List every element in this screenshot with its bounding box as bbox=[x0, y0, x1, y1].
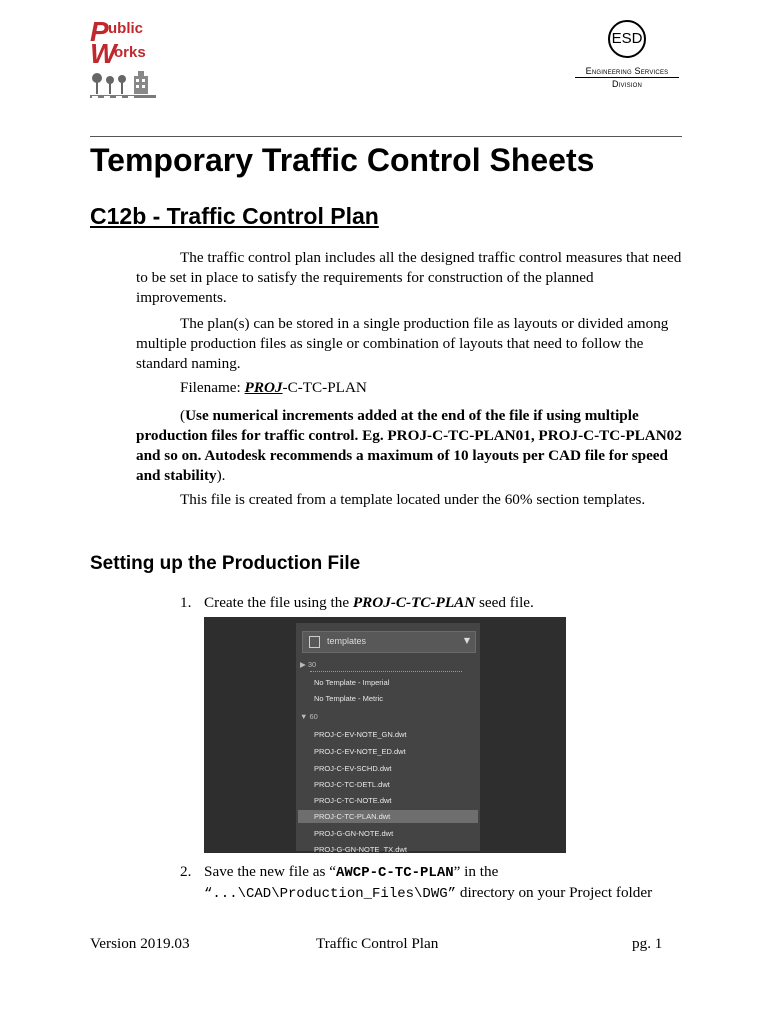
footer-page-number: pg. 1 bbox=[632, 935, 663, 952]
template-item[interactable]: PROJ-C-EV-SCHD.dwt bbox=[314, 764, 392, 773]
esd-division-word: Division bbox=[611, 79, 643, 89]
template-item[interactable]: PROJ-C-EV-NOTE_ED.dwt bbox=[314, 747, 406, 756]
group-divider bbox=[310, 671, 462, 672]
document-title: Temporary Traffic Control Sheets bbox=[90, 142, 595, 178]
filename-label: Filename: bbox=[180, 379, 245, 396]
paragraph-template bbox=[136, 490, 682, 510]
folder-icon bbox=[309, 636, 320, 648]
step-2-number: 2. bbox=[180, 863, 192, 880]
paragraph-intro-text: The traffic control plan includes all the designed traffic control measures that need to be set in place to satisfy the requirements for construction of the planned improvements. bbox=[136, 249, 682, 306]
template-item[interactable]: No Template - Metric bbox=[314, 694, 384, 703]
footer-version: Version 2019.03 bbox=[90, 935, 190, 952]
template-panel-screenshot bbox=[204, 617, 566, 853]
logo-word-ublic: ublic bbox=[108, 20, 144, 37]
paragraph-intro bbox=[136, 248, 682, 308]
templates-dropdown-value: templates bbox=[327, 636, 367, 646]
filename-proj: PROJ bbox=[244, 379, 283, 396]
esd-mark: ESD bbox=[608, 20, 646, 58]
logo-letter-w: W bbox=[90, 38, 117, 69]
template-panel bbox=[296, 623, 480, 854]
template-item[interactable]: PROJ-C-TC-NOTE.dwt bbox=[314, 796, 392, 805]
step-2-file-name: AWCP-C-TC-PLAN bbox=[336, 865, 454, 881]
note-bold-text: Use numerical increments added at the end of the file if using multiple production files for traffic control. Eg. PROJ-C-TC-PLAN01, PROJ-C-TC-PLAN02 and so on. Autodesk recommends a maximum of 10 layouts per CAD file for speed and stability bbox=[136, 407, 682, 484]
template-item-selected[interactable]: PROJ-C-TC-PLAN.dwt bbox=[314, 812, 391, 821]
template-item[interactable]: No Template - Imperial bbox=[314, 678, 390, 687]
step-2-post: directory on your Project folder bbox=[456, 884, 653, 901]
filename-suffix: -C-TC-PLAN bbox=[282, 379, 367, 396]
paragraph-storage bbox=[136, 314, 682, 374]
step-2-mid: ” in the bbox=[453, 863, 499, 880]
step-2-pre: Save the new file as “ bbox=[204, 863, 336, 880]
paragraph-increments-note bbox=[136, 406, 682, 486]
footer-title: Traffic Control Plan bbox=[316, 935, 439, 952]
esd-logo bbox=[572, 20, 682, 90]
step-2-path: “...\CAD\Production_Files\DWG” bbox=[204, 886, 457, 902]
step-1-post: seed file. bbox=[475, 594, 534, 611]
filename-line bbox=[136, 378, 682, 398]
esd-divider bbox=[575, 77, 679, 78]
template-item[interactable]: PROJ-C-EV-NOTE_GN.dwt bbox=[314, 730, 407, 739]
paragraph-template-text: This file is created from a template located under the 60% section templates. bbox=[180, 491, 646, 508]
town-skyline-icon bbox=[90, 68, 156, 100]
template-group-60[interactable]: ▼ 60 bbox=[300, 712, 318, 721]
template-item[interactable]: PROJ-G-GN-NOTE.dwt bbox=[314, 829, 394, 838]
esd-division-name: Engineering Services bbox=[585, 66, 669, 76]
section-title: C12b - Traffic Control Plan bbox=[90, 203, 379, 229]
step-1 bbox=[180, 593, 680, 613]
logo-word-orks: orks bbox=[114, 44, 146, 61]
step-1-number: 1. bbox=[180, 594, 192, 611]
logo-letter-p: P bbox=[90, 16, 109, 47]
step-1-seed-name: PROJ-C-TC-PLAN bbox=[352, 594, 476, 611]
subsection-title: Setting up the Production File bbox=[90, 553, 361, 574]
template-item[interactable]: PROJ-G-GN-NOTE_TX.dwt bbox=[314, 845, 407, 854]
step-1-pre: Create the file using the bbox=[204, 594, 353, 611]
note-close: ). bbox=[216, 467, 226, 484]
public-works-logo bbox=[88, 16, 160, 88]
templates-dropdown[interactable] bbox=[302, 631, 476, 653]
paragraph-storage-text: The plan(s) can be stored in a single production file as layouts or divided among multiple production files as single or combination of layouts that need to follow the standard naming. bbox=[136, 315, 669, 372]
template-group-30[interactable]: ▶ 30 bbox=[300, 660, 317, 669]
note-open: ( bbox=[180, 407, 186, 424]
step-2 bbox=[180, 862, 680, 904]
header-divider bbox=[90, 136, 682, 137]
template-item[interactable]: PROJ-C-TC-DETL.dwt bbox=[314, 780, 390, 789]
chevron-down-icon: ▼ bbox=[463, 636, 470, 645]
